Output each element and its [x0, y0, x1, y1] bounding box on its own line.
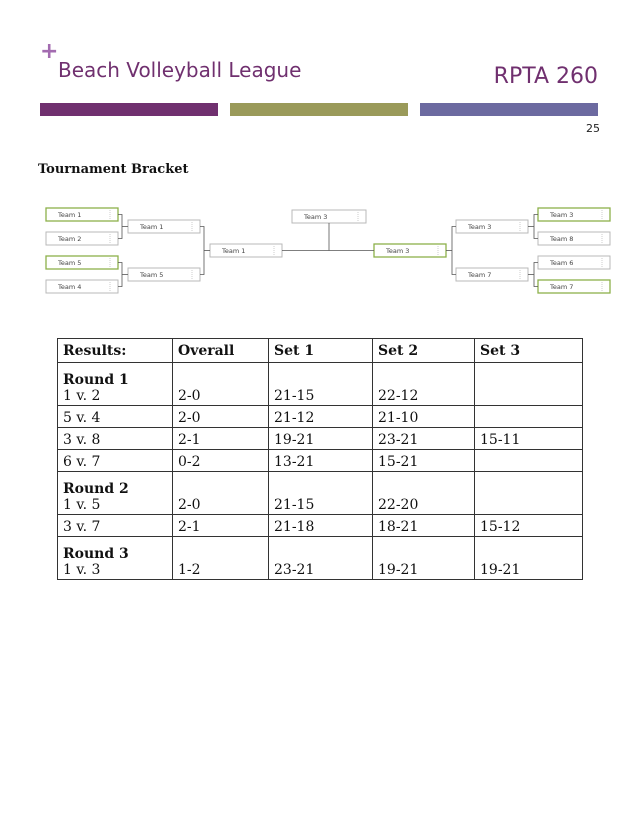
match-cell: [58, 363, 173, 406]
round-label: Round 3: [63, 546, 129, 562]
slot-team-label: Team 8: [550, 235, 574, 243]
slot-team-label: Team 5: [58, 259, 82, 267]
set3-cell: [475, 450, 583, 472]
slot-team-label: Team 3: [304, 213, 328, 221]
slot-box: [210, 244, 282, 257]
set1-cell: 21-15: [269, 472, 373, 515]
set2-cell: 15-21: [373, 450, 475, 472]
bracket-slot: [46, 208, 118, 221]
slot-box: [374, 244, 446, 257]
match-cell: [58, 472, 173, 515]
table-row: [58, 472, 583, 515]
set2-cell: 22-20: [373, 472, 475, 515]
slot-box: [456, 268, 528, 281]
set3-cell: 19-21: [475, 537, 583, 580]
slot-box: [538, 280, 610, 293]
match-label: 1 v. 5: [63, 497, 101, 513]
overall-cell: 2-0: [173, 406, 269, 428]
plus-icon: +: [40, 39, 59, 64]
match-label: 3 v. 8: [63, 432, 101, 448]
round-label: Round 1: [63, 372, 129, 388]
set1-cell: 21-12: [269, 406, 373, 428]
slot-team-label: Team 2: [58, 235, 82, 243]
slot-box: [538, 232, 610, 245]
table-row: [58, 363, 583, 406]
bracket-slot: [456, 268, 528, 281]
bracket-slot: [46, 280, 118, 293]
table-row: [58, 428, 583, 450]
page-title: Beach Volleyball League: [58, 58, 302, 82]
slot-team-label: Team 6: [550, 259, 574, 267]
set3-cell: 15-11: [475, 428, 583, 450]
table-row: [58, 450, 583, 472]
set1-cell: 19-21: [269, 428, 373, 450]
overall-cell: 2-1: [173, 428, 269, 450]
header-cell: Overall: [173, 339, 269, 363]
bracket-slot: [538, 256, 610, 269]
results-table: [57, 338, 583, 580]
slot-box: [46, 256, 118, 269]
page-number: 25: [586, 122, 600, 135]
header-cell: Set 3: [475, 339, 583, 363]
set3-cell: 15-12: [475, 515, 583, 537]
header-cell: Set 2: [373, 339, 475, 363]
slot-box: [538, 208, 610, 221]
match-cell: [58, 537, 173, 580]
match-label: 5 v. 4: [63, 410, 101, 426]
overall-cell: 1-2: [173, 537, 269, 580]
slot-box: [46, 208, 118, 221]
bracket-connector: [452, 227, 456, 275]
match-label: 1 v. 3: [63, 562, 101, 578]
overall-cell: 2-0: [173, 472, 269, 515]
overall-cell: 0-2: [173, 450, 269, 472]
round-label: Round 2: [63, 481, 129, 497]
bracket-slot: [128, 220, 200, 233]
olive-bar: [230, 103, 408, 116]
set2-cell: 23-21: [373, 428, 475, 450]
results-header-row: [58, 339, 583, 363]
bracket-slot: [374, 244, 446, 257]
overall-cell: 2-1: [173, 515, 269, 537]
tournament-bracket: [40, 204, 615, 299]
set3-cell: [475, 363, 583, 406]
set3-cell: [475, 472, 583, 515]
slot-team-label: Team 7: [468, 271, 492, 279]
slot-team-label: Team 5: [140, 271, 164, 279]
slate-bar: [420, 103, 598, 116]
set3-cell: [475, 406, 583, 428]
match-cell: [58, 428, 173, 450]
header-cell: Set 1: [269, 339, 373, 363]
slot-team-label: Team 1: [222, 247, 246, 255]
header-cell: Results:: [58, 339, 173, 363]
bracket-slot: [46, 232, 118, 245]
bracket-slot: [538, 232, 610, 245]
table-row: [58, 515, 583, 537]
set1-cell: 21-18: [269, 515, 373, 537]
bracket-slot: [456, 220, 528, 233]
slot-team-label: Team 3: [550, 211, 574, 219]
slot-team-label: Team 3: [468, 223, 492, 231]
table-row: [58, 406, 583, 428]
purple-bar: [40, 103, 218, 116]
slot-team-label: Team 1: [140, 223, 164, 231]
slot-box: [128, 268, 200, 281]
bracket-slot: [128, 268, 200, 281]
match-label: 1 v. 2: [63, 388, 101, 404]
slot-team-label: Team 7: [550, 283, 574, 291]
bracket-slot: [46, 256, 118, 269]
bracket-slot: [210, 244, 282, 257]
slot-team-label: Team 3: [386, 247, 410, 255]
slot-team-label: Team 1: [58, 211, 82, 219]
slot-box: [46, 232, 118, 245]
match-cell: [58, 406, 173, 428]
bracket-slot: [538, 280, 610, 293]
bracket-slot: [292, 210, 366, 223]
slot-box: [538, 256, 610, 269]
match-label: 6 v. 7: [63, 454, 101, 470]
slot-box: [128, 220, 200, 233]
set1-cell: 13-21: [269, 450, 373, 472]
section-title: Tournament Bracket: [38, 162, 189, 177]
bracket-connector: [200, 227, 204, 275]
match-label: 3 v. 7: [63, 519, 101, 535]
set2-cell: 18-21: [373, 515, 475, 537]
set1-cell: 23-21: [269, 537, 373, 580]
match-cell: [58, 515, 173, 537]
set2-cell: 19-21: [373, 537, 475, 580]
slot-team-label: Team 4: [58, 283, 82, 291]
table-row: [58, 537, 583, 580]
set2-cell: 21-10: [373, 406, 475, 428]
set1-cell: 21-15: [269, 363, 373, 406]
bracket-slot: [538, 208, 610, 221]
overall-cell: 2-0: [173, 363, 269, 406]
slot-box: [46, 280, 118, 293]
set2-cell: 22-12: [373, 363, 475, 406]
slot-box: [456, 220, 528, 233]
course-code: RPTA 260: [493, 64, 598, 89]
match-cell: [58, 450, 173, 472]
